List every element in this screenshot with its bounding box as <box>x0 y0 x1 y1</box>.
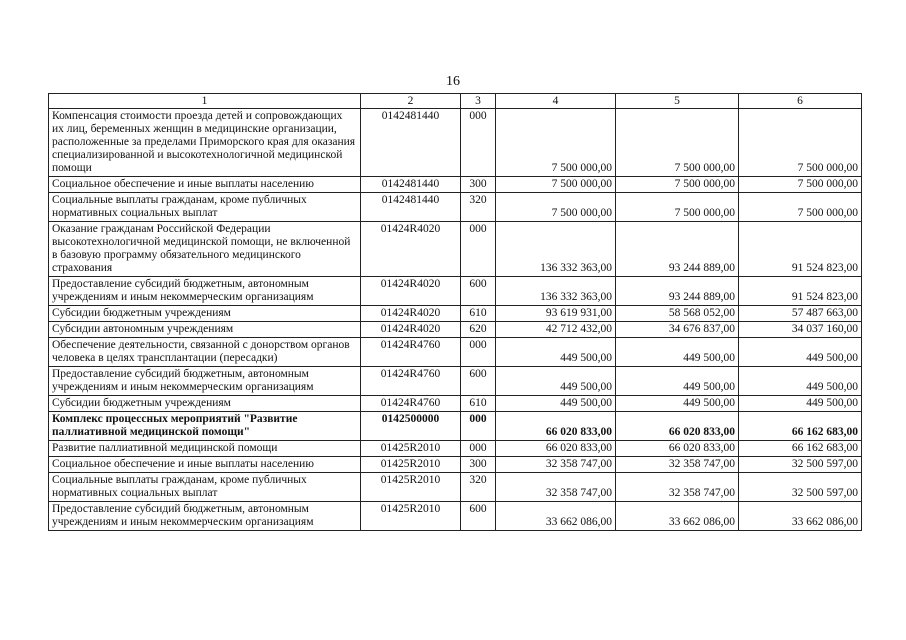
row-amount-col5: 449 500,00 <box>616 367 739 396</box>
column-header: 3 <box>461 94 496 109</box>
row-kvr-cell: 000 <box>461 412 496 441</box>
row-name-cell: Комплекс процессных мероприятий "Развитие паллиативной медицинской помощи" <box>49 412 361 441</box>
row-amount-col6: 449 500,00 <box>739 396 862 412</box>
table-row <box>49 306 862 322</box>
row-amount-col4: 66 020 833,00 <box>496 441 616 457</box>
column-header: 5 <box>616 94 739 109</box>
table-row <box>49 277 862 306</box>
row-amount-col5: 66 020 833,00 <box>616 412 739 441</box>
row-amount-col5: 32 358 747,00 <box>616 473 739 502</box>
row-name-cell: Обеспечение деятельности, связанной с донорством органов человека в целях трансплантации (пересадки) <box>49 338 361 367</box>
table-body <box>49 109 862 531</box>
row-kvr-cell: 000 <box>461 109 496 177</box>
row-code-cell: 01425R2010 <box>361 502 461 531</box>
row-name-cell: Предоставление субсидий бюджетным, автономным учреждениям и иным некоммерческим организациям <box>49 367 361 396</box>
row-amount-col4: 449 500,00 <box>496 396 616 412</box>
row-amount-col5: 7 500 000,00 <box>616 193 739 222</box>
table-row <box>49 338 862 367</box>
column-header: 4 <box>496 94 616 109</box>
row-amount-col4: 7 500 000,00 <box>496 109 616 177</box>
column-header: 1 <box>49 94 361 109</box>
row-kvr-cell: 000 <box>461 441 496 457</box>
row-amount-col4: 449 500,00 <box>496 338 616 367</box>
row-kvr-cell: 600 <box>461 502 496 531</box>
table-row <box>49 457 862 473</box>
row-amount-col5: 7 500 000,00 <box>616 177 739 193</box>
row-name-cell: Предоставление субсидий бюджетным, автономным учреждениям и иным некоммерческим организациям <box>49 277 361 306</box>
row-kvr-cell: 000 <box>461 338 496 367</box>
row-code-cell: 0142481440 <box>361 177 461 193</box>
row-code-cell: 01424R4760 <box>361 367 461 396</box>
row-amount-col6: 449 500,00 <box>739 338 862 367</box>
budget-table <box>48 93 862 531</box>
row-name-cell: Социальное обеспечение и иные выплаты населению <box>49 177 361 193</box>
row-name-cell: Субсидии бюджетным учреждениям <box>49 396 361 412</box>
table-row <box>49 396 862 412</box>
table-row <box>49 412 862 441</box>
row-kvr-cell: 320 <box>461 193 496 222</box>
row-amount-col5: 449 500,00 <box>616 396 739 412</box>
row-amount-col6: 7 500 000,00 <box>739 109 862 177</box>
row-name-cell: Социальные выплаты гражданам, кроме публичных нормативных социальных выплат <box>49 473 361 502</box>
row-amount-col4: 7 500 000,00 <box>496 177 616 193</box>
row-amount-col5: 58 568 052,00 <box>616 306 739 322</box>
header-row <box>49 94 862 109</box>
row-name-cell: Субсидии бюджетным учреждениям <box>49 306 361 322</box>
row-code-cell: 01425R2010 <box>361 473 461 502</box>
row-amount-col4: 7 500 000,00 <box>496 193 616 222</box>
row-amount-col5: 7 500 000,00 <box>616 109 739 177</box>
row-amount-col4: 449 500,00 <box>496 367 616 396</box>
row-code-cell: 0142481440 <box>361 193 461 222</box>
row-amount-col6: 7 500 000,00 <box>739 177 862 193</box>
row-amount-col5: 66 020 833,00 <box>616 441 739 457</box>
row-name-cell: Развитие паллиативной медицинской помощи <box>49 441 361 457</box>
row-amount-col4: 32 358 747,00 <box>496 473 616 502</box>
row-amount-col4: 136 332 363,00 <box>496 222 616 277</box>
row-name-cell: Субсидии автономным учреждениям <box>49 322 361 338</box>
row-amount-col5: 93 244 889,00 <box>616 222 739 277</box>
row-code-cell: 01424R4760 <box>361 338 461 367</box>
row-amount-col5: 34 676 837,00 <box>616 322 739 338</box>
table-row <box>49 473 862 502</box>
row-code-cell: 01424R4020 <box>361 322 461 338</box>
column-header: 2 <box>361 94 461 109</box>
row-kvr-cell: 320 <box>461 473 496 502</box>
table-row <box>49 193 862 222</box>
row-amount-col6: 34 037 160,00 <box>739 322 862 338</box>
table-row <box>49 502 862 531</box>
row-kvr-cell: 620 <box>461 322 496 338</box>
row-name-cell: Компенсация стоимости проезда детей и сопровождающих их лиц, беременных женщин в медицинские организации, расположенные за пределами Приморского края для оказания специализированной и высокотехнологичной медицинской помощи <box>49 109 361 177</box>
table-row <box>49 367 862 396</box>
table-row <box>49 322 862 338</box>
row-kvr-cell: 610 <box>461 396 496 412</box>
row-amount-col4: 32 358 747,00 <box>496 457 616 473</box>
table-row <box>49 441 862 457</box>
row-amount-col4: 93 619 931,00 <box>496 306 616 322</box>
row-amount-col6: 66 162 683,00 <box>739 412 862 441</box>
row-amount-col6: 449 500,00 <box>739 367 862 396</box>
row-amount-col4: 33 662 086,00 <box>496 502 616 531</box>
row-amount-col5: 32 358 747,00 <box>616 457 739 473</box>
row-kvr-cell: 610 <box>461 306 496 322</box>
row-kvr-cell: 600 <box>461 367 496 396</box>
row-amount-col6: 32 500 597,00 <box>739 457 862 473</box>
row-amount-col4: 136 332 363,00 <box>496 277 616 306</box>
row-code-cell: 01424R4020 <box>361 277 461 306</box>
row-kvr-cell: 300 <box>461 177 496 193</box>
row-amount-col4: 42 712 432,00 <box>496 322 616 338</box>
row-name-cell: Социальные выплаты гражданам, кроме публичных нормативных социальных выплат <box>49 193 361 222</box>
table-row <box>49 222 862 277</box>
row-code-cell: 01424R4020 <box>361 222 461 277</box>
row-kvr-cell: 600 <box>461 277 496 306</box>
column-header: 6 <box>739 94 862 109</box>
row-code-cell: 01424R4760 <box>361 396 461 412</box>
row-amount-col6: 32 500 597,00 <box>739 473 862 502</box>
row-amount-col6: 66 162 683,00 <box>739 441 862 457</box>
row-name-cell: Предоставление субсидий бюджетным, автономным учреждениям и иным некоммерческим организациям <box>49 502 361 531</box>
row-amount-col5: 33 662 086,00 <box>616 502 739 531</box>
row-amount-col5: 93 244 889,00 <box>616 277 739 306</box>
row-kvr-cell: 300 <box>461 457 496 473</box>
row-code-cell: 01424R4020 <box>361 306 461 322</box>
row-name-cell: Социальное обеспечение и иные выплаты населению <box>49 457 361 473</box>
row-amount-col6: 91 524 823,00 <box>739 277 862 306</box>
row-amount-col6: 7 500 000,00 <box>739 193 862 222</box>
table-row <box>49 177 862 193</box>
row-amount-col5: 449 500,00 <box>616 338 739 367</box>
table-row <box>49 109 862 177</box>
page-number: 16 <box>446 74 460 89</box>
row-amount-col4: 66 020 833,00 <box>496 412 616 441</box>
row-amount-col6: 33 662 086,00 <box>739 502 862 531</box>
row-kvr-cell: 000 <box>461 222 496 277</box>
row-amount-col6: 91 524 823,00 <box>739 222 862 277</box>
row-code-cell: 0142500000 <box>361 412 461 441</box>
row-code-cell: 01425R2010 <box>361 457 461 473</box>
row-code-cell: 0142481440 <box>361 109 461 177</box>
row-code-cell: 01425R2010 <box>361 441 461 457</box>
row-name-cell: Оказание гражданам Российской Федерации высокотехнологичной медицинской помощи, не включенной в базовую программу обязательного медицинского страхования <box>49 222 361 277</box>
row-amount-col6: 57 487 663,00 <box>739 306 862 322</box>
